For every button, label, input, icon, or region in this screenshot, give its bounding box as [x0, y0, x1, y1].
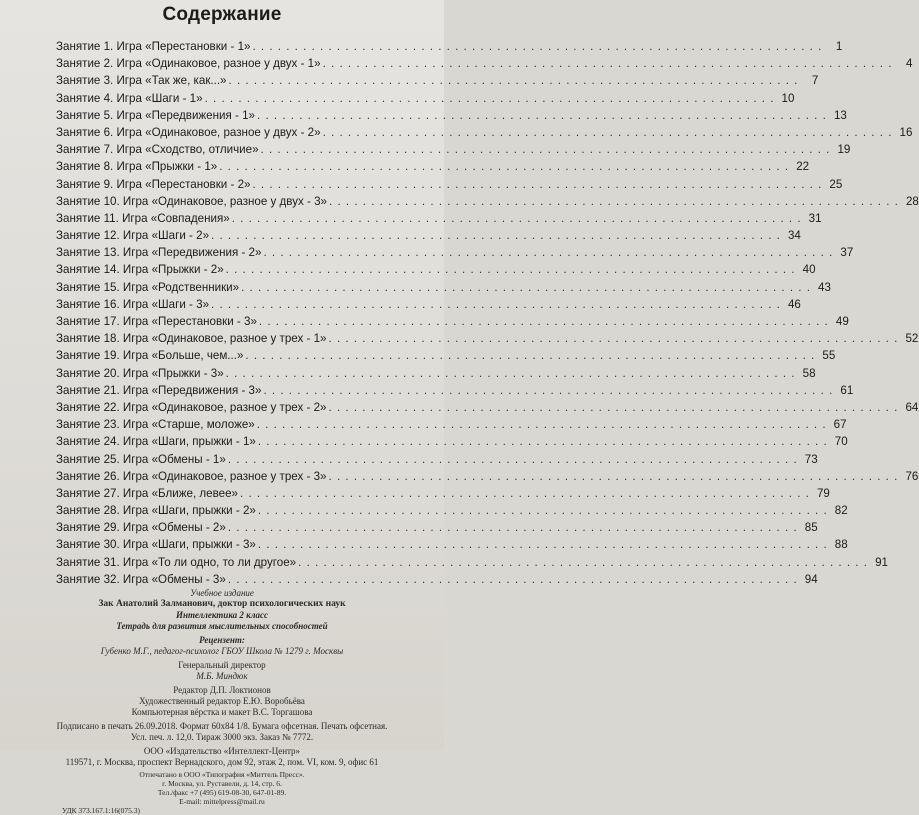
- toc-entry: [56, 124, 913, 141]
- imprint-block: [0, 588, 444, 815]
- toc-leader-dots: [261, 141, 831, 158]
- toc-entry: [56, 468, 919, 485]
- toc-leader-dots: [329, 193, 899, 210]
- edition-type: Учебное издание: [190, 588, 254, 598]
- toc-entry-page: 67: [833, 418, 847, 432]
- layout-credit: Компьютерная вёрстка и макет В.С. Торгашова: [131, 707, 313, 717]
- toc-leader-dots: [263, 382, 833, 399]
- toc-leader-dots: [228, 519, 798, 536]
- toc-entry-page: 85: [804, 521, 818, 535]
- toc-entry: [56, 554, 888, 571]
- toc-entry-title: Занятие 13. Игра «Передвижения - 2»: [56, 246, 262, 260]
- toc-entry-page: 79: [816, 486, 830, 500]
- toc-entry-page: 4: [905, 57, 913, 71]
- toc-entry-page: 13: [833, 108, 847, 122]
- toc-leader-dots: [257, 416, 827, 433]
- toc-entry-title: Занятие 30. Игра «Шаги, прыжки - 3»: [56, 538, 256, 552]
- toc-entry: [56, 416, 847, 433]
- toc-entry: [56, 210, 822, 227]
- toc-leader-dots: [226, 365, 796, 382]
- reviewer-label: Рецензент:: [199, 635, 245, 645]
- toc-entry-page: 10: [781, 91, 795, 105]
- toc-entry-title: Занятие 14. Игра «Прыжки - 2»: [56, 263, 224, 277]
- toc-leader-dots: [232, 210, 802, 227]
- toc-leader-dots: [329, 330, 899, 347]
- toc-entry-title: Занятие 32. Игра «Обмены - 3»: [56, 572, 226, 586]
- art-editor: Художественный редактор Е.Ю. Воробьёва: [139, 696, 305, 706]
- toc-entry-title: Занятие 2. Игра «Одинаковое, разное у двух - 1»: [56, 57, 321, 71]
- toc-entry: [56, 279, 831, 296]
- toc-leader-dots: [329, 399, 899, 416]
- toc-entry: [56, 485, 830, 502]
- toc-entry-page: 91: [875, 555, 888, 569]
- toc-entry-page: 82: [834, 504, 848, 518]
- toc-entry-page: 40: [802, 263, 816, 277]
- udc-code: УДК 373.167.1:16(075.3): [62, 806, 140, 815]
- toc-entry-page: 19: [837, 143, 851, 157]
- toc-entry: [56, 158, 810, 175]
- toc-entry-title: Занятие 17. Игра «Перестановки - 3»: [56, 315, 257, 328]
- toc-entry-page: 28: [905, 194, 919, 208]
- toc-entry-title: Занятие 21. Игра «Передвижения - 3»: [56, 383, 262, 397]
- toc-entry-page: 49: [835, 315, 849, 328]
- toc-leader-dots: [228, 571, 798, 588]
- toc-entry-title: Занятие 23. Игра «Старше, моложе»: [56, 418, 255, 432]
- toc-entry-title: Занятие 8. Игра «Прыжки - 1»: [56, 160, 218, 174]
- toc-entry-title: Занятие 10. Игра «Одинаковое, разное у двух - 3»: [56, 194, 328, 208]
- toc-entry-title: Занятие 9. Игра «Перестановки - 2»: [56, 177, 251, 191]
- toc-entry: [56, 451, 818, 468]
- toc-entry-page: 61: [840, 383, 854, 397]
- toc-entry: [56, 536, 848, 553]
- toc-entry: [56, 571, 818, 588]
- printer-email: E-mail: mittelpress@mail.ru: [179, 797, 265, 806]
- toc-entry: [56, 107, 847, 124]
- toc-entry-page: 88: [834, 538, 848, 552]
- toc-entry-title: Занятие 7. Игра «Сходство, отличие»: [56, 143, 259, 157]
- toc-leader-dots: [229, 72, 799, 89]
- toc-leader-dots: [323, 55, 893, 72]
- toc-entry: [56, 261, 816, 278]
- toc-entry: [56, 176, 843, 193]
- toc-leader-dots: [298, 554, 868, 571]
- toc-leader-dots: [257, 107, 827, 124]
- toc-entry: [56, 502, 848, 519]
- director-title: Генеральный директор: [178, 660, 266, 670]
- publisher: ООО «Издательство «Интеллект-Центр»: [143, 746, 301, 756]
- toc-entry-title: Занятие 15. Игра «Родственники»: [56, 280, 240, 294]
- toc-entry: [56, 313, 849, 330]
- toc-leader-dots: [241, 279, 811, 296]
- toc-leader-dots: [211, 227, 781, 244]
- toc-entry-title: Занятие 25. Игра «Обмены - 1»: [56, 452, 226, 466]
- toc-leader-dots: [258, 433, 828, 450]
- toc-entry-page: 94: [804, 572, 818, 586]
- toc-entry-page: 7: [811, 74, 819, 88]
- toc-entry-page: 46: [787, 297, 801, 311]
- toc-entry: [56, 382, 854, 399]
- toc-entry-page: 25: [829, 177, 843, 191]
- toc-entry-page: 37: [840, 246, 854, 260]
- toc-leader-dots: [259, 313, 829, 330]
- toc-entry-page: 55: [822, 349, 836, 363]
- book-subtitle: Тетрадь для развития мыслительных способностей: [116, 621, 328, 631]
- toc-entry: [56, 227, 801, 244]
- toc-entry-title: Занятие 11. Игра «Совпадения»: [56, 211, 230, 225]
- toc-entry-title: Занятие 6. Игра «Одинаковое, разное у двух - 2»: [56, 125, 321, 139]
- toc-entry-title: Занятие 26. Игра «Одинаковое, разное у трех - 3»: [56, 469, 327, 483]
- toc-leader-dots: [258, 502, 828, 519]
- toc-entry-page: 64: [905, 400, 919, 414]
- toc-leader-dots: [252, 176, 822, 193]
- toc-entry-title: Занятие 29. Игра «Обмены - 2»: [56, 521, 226, 535]
- print-run: Усл. печ. л. 12,0. Тираж 3000 экз. Заказ № 7772.: [130, 732, 314, 742]
- toc-entry: [56, 141, 851, 158]
- toc-entry-title: Занятие 1. Игра «Перестановки - 1»: [56, 40, 251, 53]
- toc-leader-dots: [205, 90, 775, 107]
- book-title: Интеллектика 2 класс: [175, 610, 269, 620]
- toc-entry-title: Занятие 28. Игра «Шаги, прыжки - 2»: [56, 504, 256, 518]
- toc-entry: [56, 296, 801, 313]
- toc-entry-title: Занятие 22. Игра «Одинаковое, разное у трех - 2»: [56, 400, 327, 414]
- toc-entry: [56, 330, 919, 347]
- toc-entry: [56, 38, 843, 55]
- toc-entry-page: 58: [802, 366, 816, 380]
- director-name: М.Б. Миндюк: [196, 671, 248, 681]
- author: Зак Анатолий Залманович, доктор психологических наук: [98, 599, 346, 609]
- toc-leader-dots: [226, 261, 796, 278]
- printed-at: Отпечатано в ООО «Типография «Миттель Пресс».: [139, 770, 305, 779]
- toc-leader-dots: [228, 451, 798, 468]
- printer-address: г. Москва, ул. Руставели, д. 14, стр. 6.: [162, 779, 282, 788]
- toc-leader-dots: [252, 38, 822, 55]
- toc-entry-title: Занятие 27. Игра «Ближе, левее»: [56, 486, 239, 500]
- toc-entry: [56, 433, 848, 450]
- toc-entry-title: Занятие 5. Игра «Передвижения - 1»: [56, 108, 255, 122]
- publisher-address: 119571, г. Москва, проспект Вернадского, дом 92, этаж 2, пом. VI, ком. 9, офис 61: [65, 757, 379, 767]
- reviewer: Губенко М.Г., педагог-психолог ГБОУ Школа № 1279 г. Москвы: [100, 646, 344, 656]
- toc-entry-title: Занятие 20. Игра «Прыжки - 3»: [56, 366, 224, 380]
- toc-entry-title: Занятие 12. Игра «Шаги - 2»: [56, 229, 210, 243]
- toc-entry: [56, 365, 816, 382]
- toc-leader-dots: [323, 124, 893, 141]
- toc-entry-title: Занятие 4. Игра «Шаги - 1»: [56, 91, 203, 105]
- toc-entry: [56, 193, 919, 210]
- toc-entry: [56, 55, 913, 72]
- printer-phone: Тел./факс +7 (495) 619-08-30, 647-01-89.: [157, 788, 287, 797]
- toc-leader-dots: [211, 296, 781, 313]
- editor: Редактор Д.П. Локтионов: [173, 685, 271, 695]
- toc-entry-page: 31: [808, 211, 822, 225]
- toc-entry-title: Занятие 31. Игра «То ли одно, то ли другое»: [56, 555, 297, 569]
- toc-entry: [56, 90, 795, 107]
- toc-entry-page: 22: [796, 160, 810, 174]
- toc-entry-title: Занятие 18. Игра «Одинаковое, разное у трех - 1»: [56, 332, 327, 346]
- toc-entry-page: 34: [787, 229, 801, 243]
- toc-entry-page: 52: [905, 332, 919, 346]
- toc-entry-page: 43: [818, 280, 831, 294]
- toc-entry-page: 73: [804, 452, 818, 466]
- toc-entry-page: 16: [899, 125, 913, 139]
- toc-leader-dots: [219, 158, 789, 175]
- toc-entry: [56, 519, 818, 536]
- toc-entry-title: Занятие 19. Игра «Больше, чем...»: [56, 349, 244, 363]
- toc-entry-page: 76: [905, 469, 919, 483]
- page-title: Содержание: [162, 4, 282, 25]
- toc-entry-title: Занятие 16. Игра «Шаги - 3»: [56, 297, 210, 311]
- print-date: Подписано в печать 26.09.2018. Формат 60x84 1/8. Бумага офсетная. Печать офсетная.: [56, 721, 388, 731]
- toc-entry-page: 70: [834, 435, 848, 449]
- toc-entry-page: 1: [835, 40, 843, 53]
- toc-entry: [56, 72, 819, 89]
- toc-entry: [56, 244, 854, 261]
- toc-leader-dots: [258, 536, 828, 553]
- toc-leader-dots: [329, 468, 899, 485]
- toc-entry-title: Занятие 24. Игра «Шаги, прыжки - 1»: [56, 435, 256, 449]
- toc-entry: [56, 399, 919, 416]
- toc-leader-dots: [245, 347, 815, 364]
- toc-entry: [56, 347, 836, 364]
- toc-entry-title: Занятие 3. Игра «Так же, как...»: [56, 74, 227, 88]
- table-of-contents: [56, 38, 919, 588]
- toc-leader-dots: [240, 485, 810, 502]
- toc-leader-dots: [263, 244, 833, 261]
